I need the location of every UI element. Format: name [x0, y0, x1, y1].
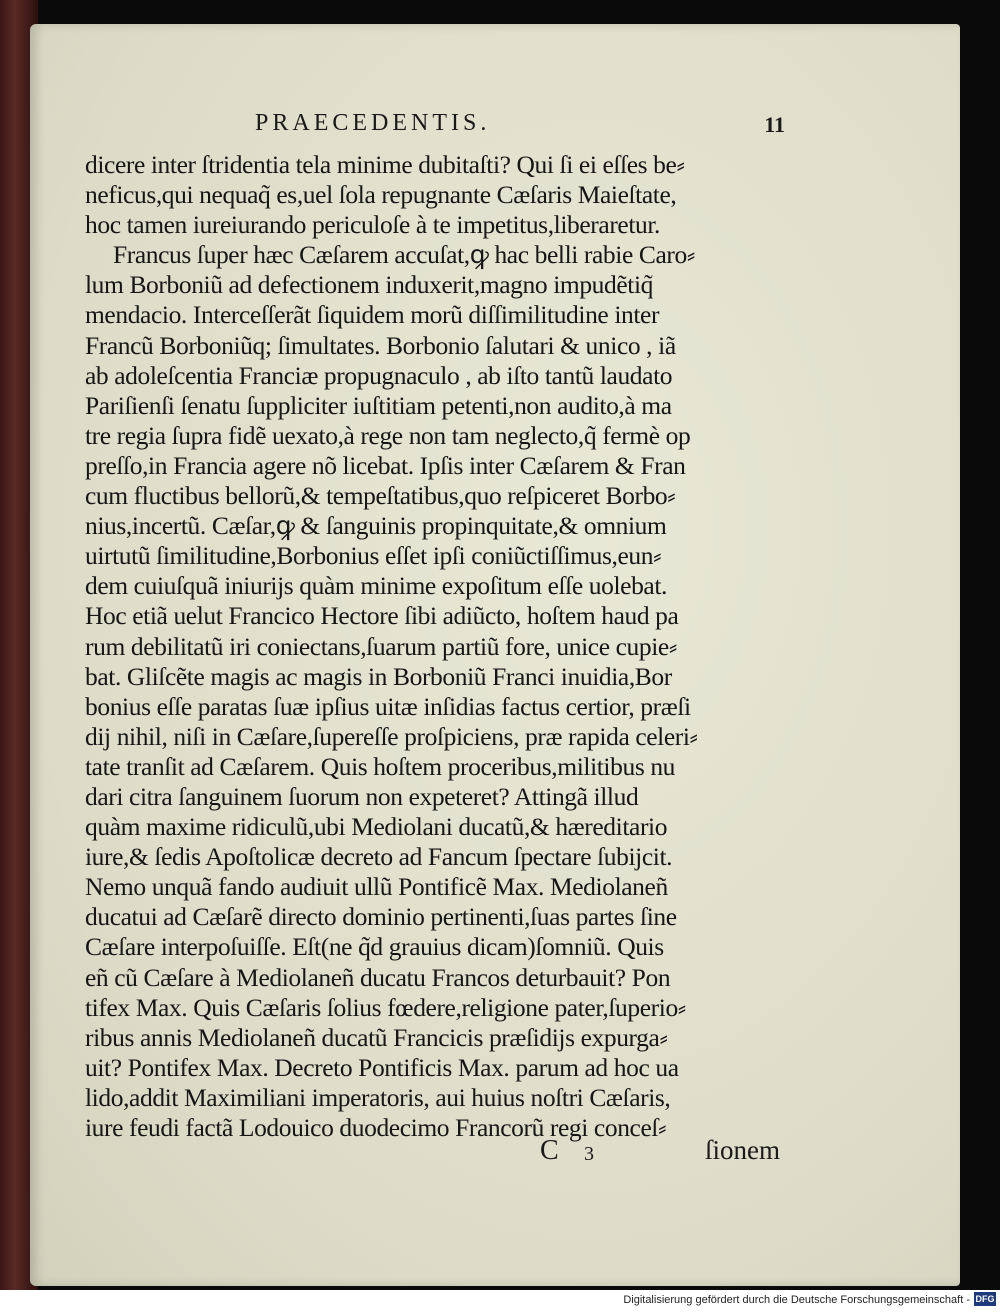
text-line: tate tranſit ad Cæſarem. Quis hoſtem proceribus,militibus nu [85, 751, 676, 781]
text-line: quàm maxime ridiculũ,ubi Mediolani ducatũ,& hæreditario [85, 812, 668, 842]
text-line: Cæſare interpoſuiſſe. Eſt(ne q̃d grauius dicam)ſomniũ. Quis [85, 932, 664, 962]
text-line: rum debilitatũ iri coniectans,ſuarum partiũ fore, unice cupie⸗ [85, 631, 677, 661]
text-line: bonius eſſe paratas ſuæ ipſius uitæ inſidias factus certior, præſi [85, 691, 691, 721]
text-line: dicere inter ſtridentia tela minime dubitaſti? Qui ſi ei eſſes be⸗ [85, 150, 685, 179]
text-line: tre regia ſupra fidẽ uexato,à rege non tam neglecto,q̃ fermè op [85, 420, 691, 450]
text-line: bat. Gliſcẽte magis ac magis in Borboniũ Franci inuidia,Bor [85, 661, 672, 691]
text-line: hoc tamen iureiurando periculoſe à te impetitus,liberaretur. [85, 210, 661, 240]
text-line: iure,& ſedis Apoſtolicæ decreto ad Fancum ſpectare ſubijcit. [85, 842, 673, 872]
text-line: tifex Max. Quis Cæſaris ſolius fœdere,religione pater,ſuperio⸗ [85, 992, 686, 1022]
text-line: ribus annis Mediolaneñ ducatũ Francicis præſidijs expurga⸗ [85, 1022, 668, 1052]
digitization-credit: Digitalisierung gefördert durch die Deutsche Forschungsgemeinschaft - [623, 1294, 970, 1306]
catchword: ſionem [705, 1135, 780, 1165]
text-line: preſſo,in Francia agere nõ licebat. Ipſis inter Cæſarem & Fran [85, 450, 686, 480]
text-line: dem cuiuſquã iniurijs quàm minime expoſitum eſſe uolebat. [85, 571, 667, 601]
text-line: ducatui ad Cæſarẽ directo dominio pertinenti,ſuas partes ſine [85, 902, 677, 932]
text-line: dari citra ſanguinem ſuorum non expeteret? Attingã illud [85, 781, 639, 811]
text-line: dij nihil, niſi in Cæſare,ſupereſſe proſpiciens, præ rapida celeri⸗ [85, 721, 698, 751]
text-line: mendacio. Interceſſerãt ſiquidem morũ diſſimilitudine inter [85, 300, 660, 330]
text-line: eñ cũ Cæſare à Mediolaneñ ducatu Francos deturbauit? Pon [85, 962, 671, 992]
signature-number: 3 [584, 1143, 594, 1165]
text-line: Pariſienſi ſenatu ſuppliciter iuſtitiam petenti,non audito,à ma [85, 390, 672, 420]
text-block [85, 150, 775, 1143]
text-line: neficus,qui nequaq̃ es,uel ſola repugnante Cæſaris Maieſtate, [85, 180, 677, 210]
text-line: cum fluctibus bellorũ,& tempeſtatibus,quo reſpiceret Borbo⸗ [85, 481, 676, 511]
text-line: lum Borboniũ ad defectionem induxerit,magno impudẽtiq̃ [85, 270, 654, 300]
text-line: nius,incertũ. Cæſar,ꝙ & ſanguinis propinquitate,& omnium [85, 511, 667, 541]
text-line: uit? Pontifex Max. Decreto Pontificis Max. parum ad hoc ua [85, 1052, 679, 1082]
text-line: Nemo unquã fando audiuit ullũ Pontificẽ Max. Mediolaneñ [85, 872, 668, 902]
text-line: uirtutũ ſimilitudine,Borbonius eſſet ipſi coniũctiſſimus,eun⸗ [85, 541, 662, 571]
dfg-logo: DFG [975, 1294, 995, 1304]
text-line: ab adoleſcentia Franciæ propugnaculo , ab iſto tantũ laudato [85, 360, 673, 390]
text-line: Francũ Borboniũq; ſimultates. Borbonio ſalutari & unico , iã [85, 330, 676, 360]
page-footer [540, 1135, 780, 1175]
text-line: Francus ſuper hæc Cæſarem accuſat,ꝙ hac belli rabie Caro⸗ [113, 240, 695, 270]
text-line: lido,addit Maximiliani imperatoris, aui huius noſtri Cæſaris, [85, 1082, 671, 1112]
text-line: Hoc etiã uelut Francico Hectore ſibi adiũcto, hoſtem haud pa [85, 601, 679, 631]
page-header [225, 110, 785, 150]
folio-number: 11 [764, 112, 785, 137]
signature-mark: C [540, 1135, 559, 1166]
running-head: PRAECEDENTIS. [255, 110, 491, 136]
text-line: iure feudi factã Lodouico duodecimo Francorũ regi conceſ⸗ [85, 1113, 667, 1142]
